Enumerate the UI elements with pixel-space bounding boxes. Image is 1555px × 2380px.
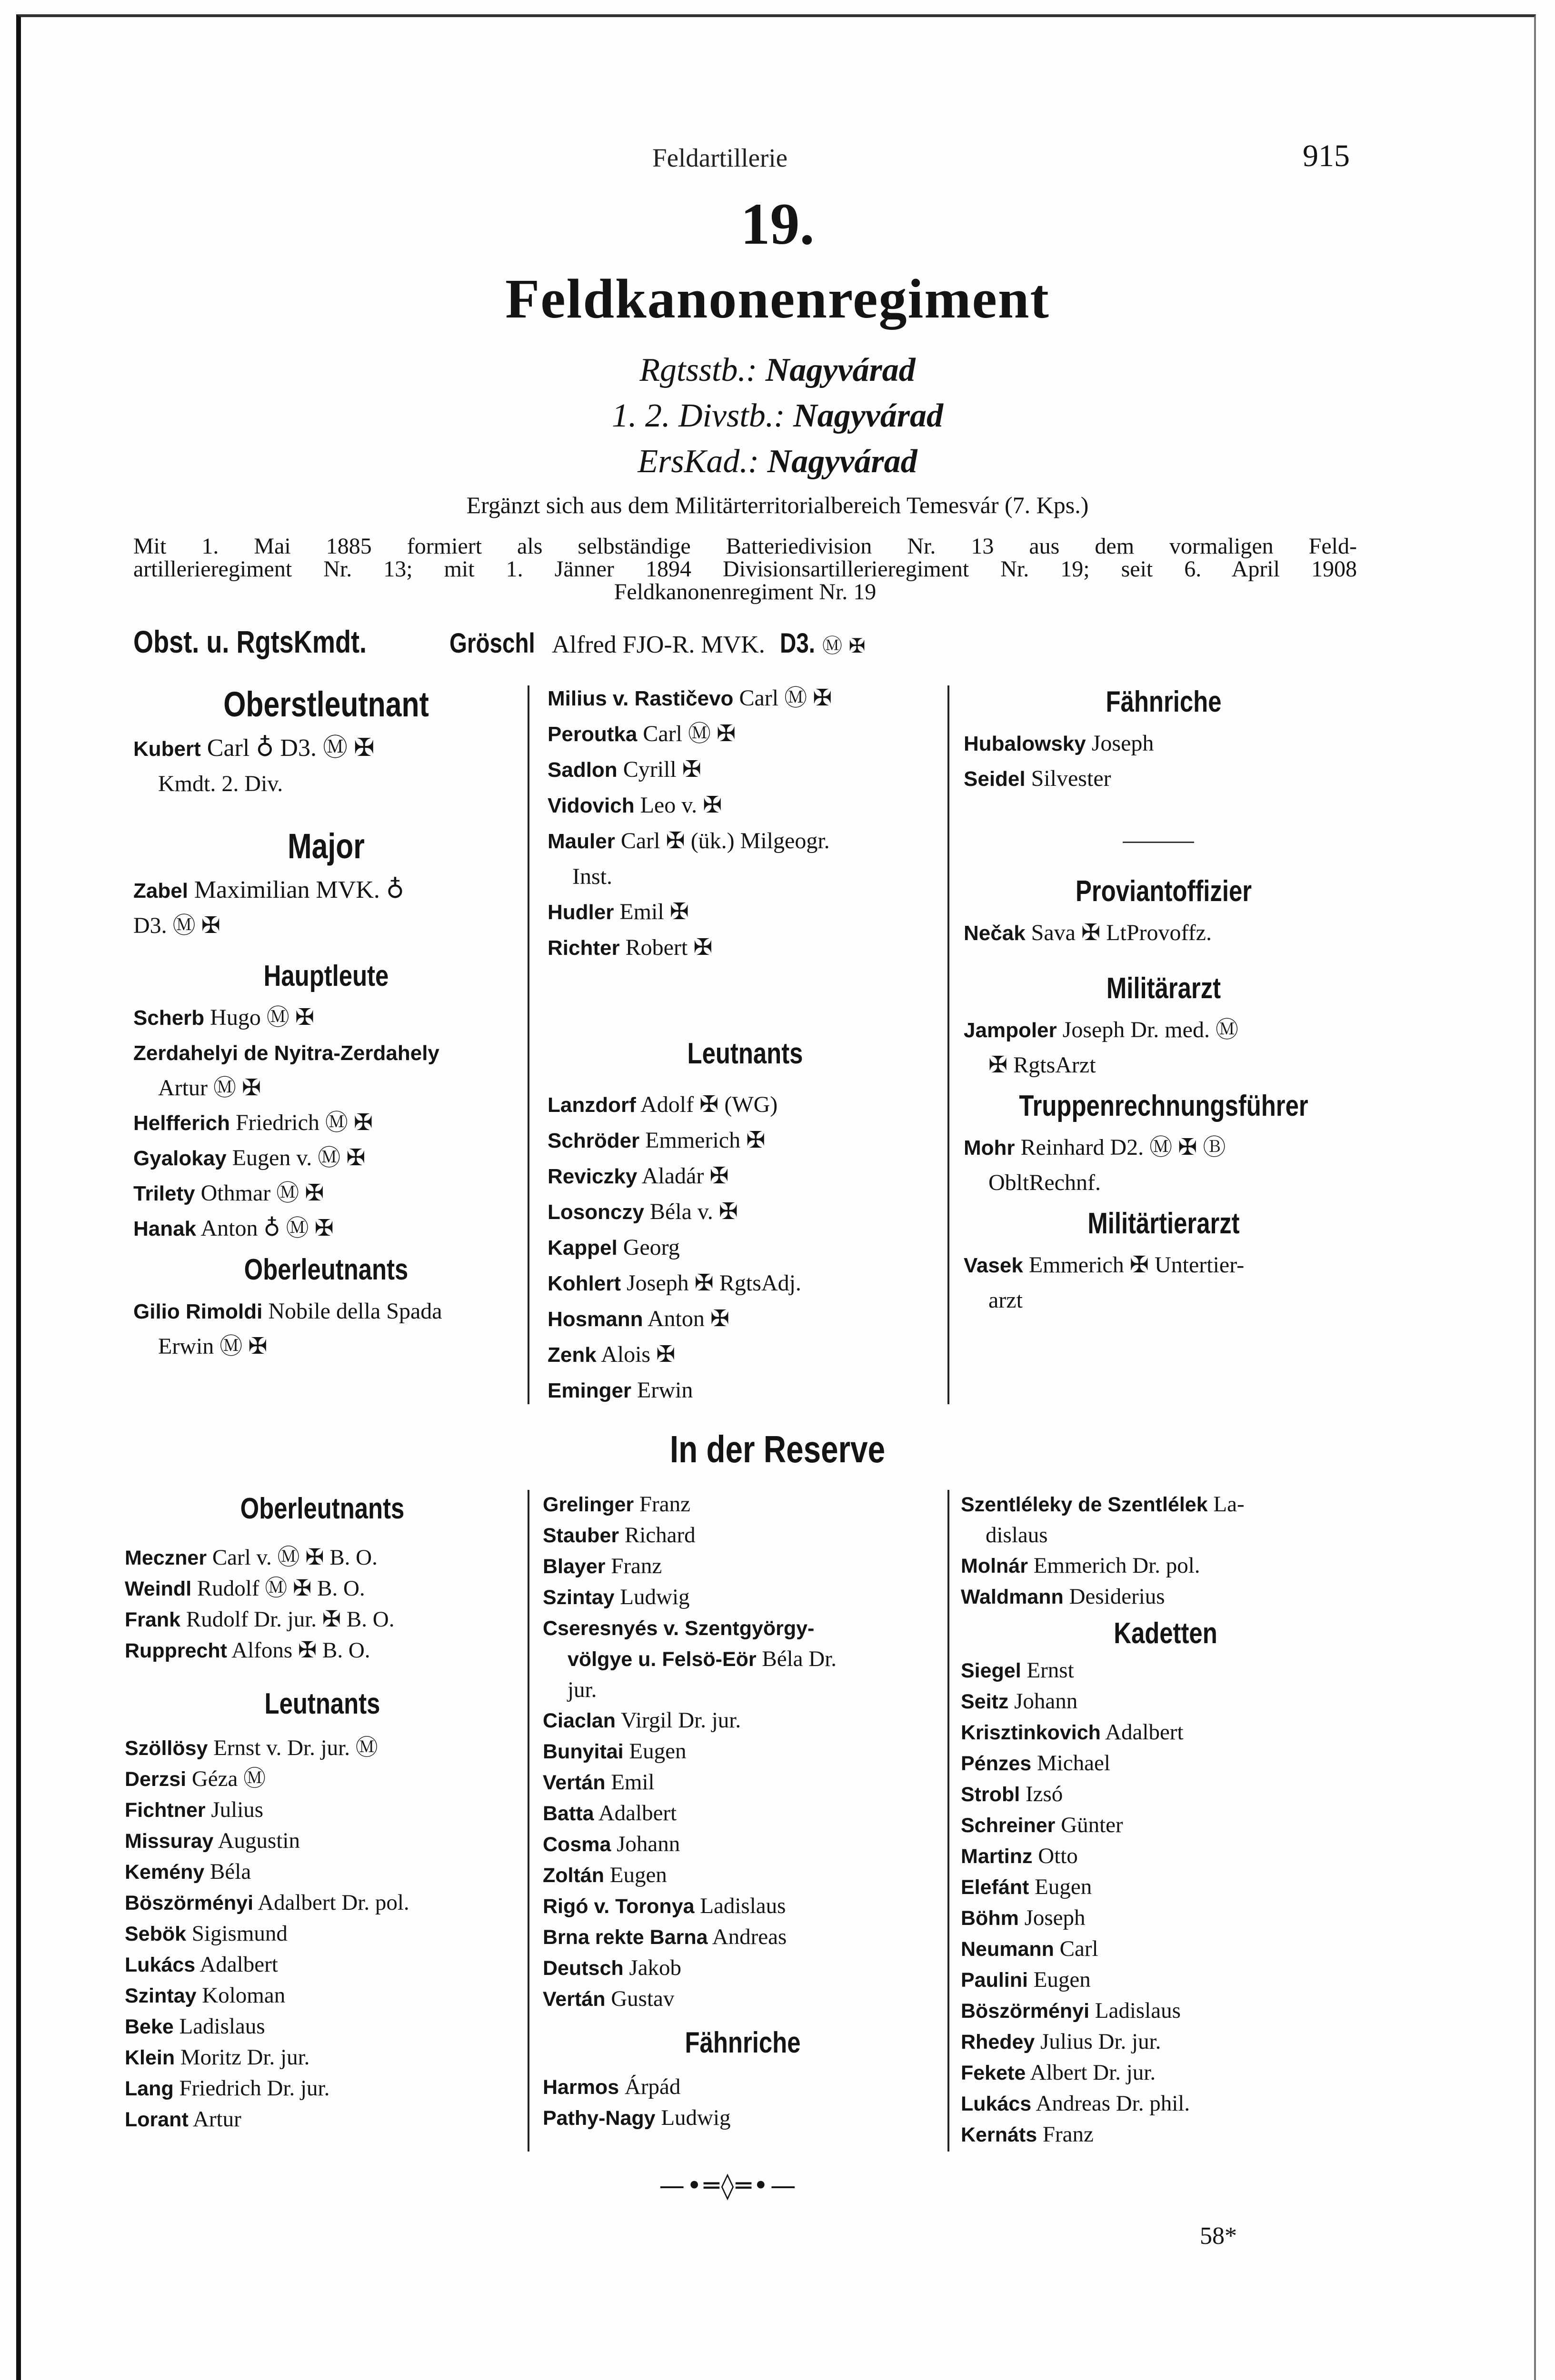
active-column-1: [133, 678, 519, 1364]
list-item: Lang Friedrich Dr. jur.: [125, 2076, 330, 2101]
heading-militartierarzt: Militärtierarzt: [1087, 1207, 1240, 1240]
heading-militararzt: Militärarzt: [1106, 972, 1221, 1005]
list-item: Hanak Anton ♁ Ⓜ ✠: [133, 1216, 334, 1241]
list-item: Böszörményi Adalbert Dr. pol.: [125, 1890, 409, 1915]
commander-rank-mark: D3.: [779, 628, 815, 659]
list-item-cont: ObltRechnf.: [988, 1170, 1101, 1195]
list-item: Deutsch Jakob: [543, 1955, 682, 1980]
list-item-cont: arzt: [988, 1288, 1023, 1313]
list-item: Vasek Emmerich ✠ Untertier-: [964, 1252, 1245, 1278]
list-item: Kubert Carl ♁ D3. Ⓜ ✠: [133, 734, 375, 762]
list-item: Pathy-Nagy Ludwig: [543, 2105, 731, 2130]
heading-oberstleutnant: Oberstleutnant: [223, 684, 429, 724]
list-item: Mauler Carl ✠ (ük.) Milgeogr.: [548, 828, 830, 853]
list-item: Harmos Árpád: [543, 2074, 681, 2099]
list-item: Kernáts Franz: [961, 2122, 1094, 2147]
list-item-cont: dislaus: [986, 1523, 1048, 1547]
list-item: Schreiner Günter: [961, 1813, 1123, 1837]
list-item: Blayer Franz: [543, 1554, 662, 1578]
list-item: Trilety Othmar Ⓜ ✠: [133, 1180, 324, 1206]
staff-line-1: Rgtsstb.: Nagyvárad: [639, 352, 916, 388]
commander-title: Obst. u. RgtsKmdt.: [133, 624, 367, 659]
regiment-number: 19.: [740, 191, 815, 257]
list-item: Helfferich Friedrich Ⓜ ✠: [133, 1110, 373, 1135]
list-item: Kappel Georg: [548, 1235, 680, 1260]
list-item: Stauber Richard: [543, 1523, 696, 1547]
column-divider: [947, 1490, 949, 2152]
heading-major: Major: [288, 826, 365, 866]
list-item-cont: Artur Ⓜ ✠: [158, 1075, 261, 1101]
list-item: Cosma Johann: [543, 1832, 680, 1856]
list-item: Batta Adalbert: [543, 1801, 677, 1825]
list-item: Fichtner Julius: [125, 1797, 264, 1822]
running-title: Feldartillerie: [652, 143, 788, 172]
list-item: Richter Robert ✠: [548, 935, 713, 960]
list-item: Szintay Koloman: [125, 1983, 286, 2008]
regiment-name: Feldkanonenregiment: [505, 268, 1050, 330]
heading-hauptleute: Hauptleute: [263, 960, 389, 992]
list-item: Kemény Béla: [125, 1859, 251, 1884]
list-item: Grelinger Franz: [543, 1492, 690, 1517]
list-item: Scherb Hugo Ⓜ ✠: [133, 1005, 315, 1030]
section-separator: [1123, 842, 1194, 843]
list-item: Martinz Otto: [961, 1844, 1078, 1868]
list-item: Hudler Emil ✠: [548, 899, 689, 924]
commander-details: Alfred FJO-R. MVK.: [551, 631, 765, 658]
heading-truppenrechnungsfuhrer: Truppenrechnungsführer: [1019, 1090, 1308, 1122]
page-number: 915: [1303, 139, 1350, 173]
list-item-cont: ✠ RgtsArzt: [988, 1052, 1096, 1078]
list-item: Klein Moritz Dr. jur.: [125, 2045, 310, 2070]
list-item: Vertán Emil: [543, 1770, 655, 1795]
list-item: Nečak Sava ✠ LtProvoffz.: [964, 920, 1212, 945]
list-item: Lukács Adalbert: [125, 1952, 278, 1977]
list-item: Zenk Alois ✠: [548, 1342, 676, 1367]
list-item: Lukács Andreas Dr. phil.: [961, 2091, 1190, 2116]
list-item: Weindl Rudolf Ⓜ ✠ B. O.: [125, 1576, 365, 1601]
reserve-column-2: [543, 1489, 943, 2133]
list-item: Waldmann Desiderius: [961, 1584, 1165, 1609]
list-item: Frank Rudolf Dr. jur. ✠ B. O.: [125, 1607, 395, 1632]
column-divider: [947, 685, 949, 1404]
supplement-text: Ergänzt sich aus dem Militärterritorialbereich Temesvár (7. Kps.): [466, 492, 1089, 518]
list-item-cont: D3. Ⓜ ✠: [133, 913, 220, 938]
list-item: Ciaclan Virgil Dr. jur.: [543, 1708, 741, 1733]
active-column-2: [548, 681, 943, 1408]
list-item: Vidovich Leo v. ✠: [548, 793, 722, 818]
list-item: Cseresnyés v. Szentgyörgy-: [543, 1617, 815, 1640]
list-item: Zerdahelyi de Nyitra-Zerdahely: [133, 1041, 439, 1065]
list-item: Reviczky Aladár ✠: [548, 1163, 729, 1189]
list-item: Beke Ladislaus: [125, 2014, 265, 2039]
list-item: Pénzes Michael: [961, 1751, 1110, 1775]
list-item: Neumann Carl: [961, 1936, 1098, 1961]
list-item-cont: jur.: [568, 1677, 597, 1702]
reserve-column-3: [961, 1489, 1370, 2150]
list-item: Mohr Reinhard D2. Ⓜ ✠ Ⓑ: [964, 1135, 1226, 1160]
heading-leutnants: Leutnants: [687, 1037, 803, 1070]
staff-line-3: ErsKad.: Nagyvárad: [638, 443, 917, 480]
list-item: Szöllösy Ernst v. Dr. jur. Ⓜ: [125, 1735, 378, 1760]
history-line: Mit 1. Mai 1885 formiert als selbständige Batteriedivision Nr. 13 aus dem vormaligen Feld-: [133, 534, 1357, 559]
list-item: Sadlon Cyrill ✠: [548, 757, 701, 782]
list-item: Lanzdorf Adolf ✠ (WG): [548, 1092, 778, 1117]
list-item: Böhm Joseph: [961, 1905, 1086, 1930]
heading-fahnriche: Fähnriche: [1106, 685, 1222, 718]
list-item: Szentléleky de Szentlélek La-: [961, 1492, 1245, 1517]
list-item: Gilio Rimoldi Nobile della Spada: [133, 1299, 442, 1324]
signature-mark: 58*: [1200, 2222, 1237, 2250]
list-item: Szintay Ludwig: [543, 1585, 690, 1609]
list-item: Zabel Maximilian MVK. ♁: [133, 876, 404, 903]
list-item: Bunyitai Eugen: [543, 1739, 687, 1764]
list-item: Hubalowsky Joseph: [964, 731, 1154, 756]
list-item-cont: völgye u. Felsö-Eör Béla Dr.: [568, 1646, 837, 1671]
list-item: Losonczy Béla v. ✠: [548, 1199, 738, 1224]
list-item: Rhedey Julius Dr. jur.: [961, 2029, 1161, 2054]
history-line: Feldkanonenregiment Nr. 19: [614, 579, 877, 605]
active-column-3: [964, 678, 1364, 1318]
list-item: Gyalokay Eugen v. Ⓜ ✠: [133, 1145, 366, 1170]
list-item: Siegel Ernst: [961, 1658, 1074, 1683]
column-divider: [528, 685, 529, 1404]
list-item: Hosmann Anton ✠: [548, 1306, 730, 1331]
reserve-heading: In der Reserve: [669, 1428, 886, 1470]
list-item: Schröder Emmerich ✠: [548, 1128, 766, 1153]
list-item-note: Kmdt. 2. Div.: [158, 771, 283, 796]
list-item: Sebök Sigismund: [125, 1921, 288, 1946]
heading-leutnants: Leutnants: [264, 1687, 380, 1720]
list-item: Rupprecht Alfons ✠ B. O.: [125, 1638, 370, 1663]
list-item: Peroutka Carl Ⓜ ✠: [548, 721, 736, 746]
list-item: Vertán Gustav: [543, 1986, 675, 2011]
list-item: Derzsi Géza Ⓜ: [125, 1766, 266, 1791]
history-line: artillerieregiment Nr. 13; mit 1. Jänner 1894 Divisionsartillerieregiment Nr. 19; seit 6. April 1908: [133, 556, 1357, 582]
list-item: Seitz Johann: [961, 1689, 1078, 1714]
commander-surname: Gröschl: [449, 628, 535, 659]
list-item: Böszörményi Ladislaus: [961, 1998, 1181, 2023]
ornament-divider: —•═◊═•—: [659, 2171, 798, 2201]
commander-line: [133, 624, 866, 660]
reserve-column-1: [125, 1485, 520, 2135]
heading-oberleutnants: Oberleutnants: [240, 1492, 405, 1525]
list-item-cont: Erwin Ⓜ ✠: [158, 1334, 268, 1359]
list-item: Lorant Artur: [125, 2107, 241, 2132]
heading-kadetten: Kadetten: [1114, 1617, 1217, 1650]
history-text: [133, 535, 1357, 604]
heading-fahnriche: Fähnriche: [685, 2026, 801, 2059]
commander-symbols: Ⓜ ✠: [822, 634, 866, 657]
list-item: Strobl Izsó: [961, 1782, 1063, 1806]
list-item: Jampoler Joseph Dr. med. Ⓜ: [964, 1017, 1238, 1042]
list-item: Fekete Albert Dr. jur.: [961, 2060, 1156, 2085]
heading-proviantoffizier: Proviantoffizier: [1075, 875, 1252, 908]
heading-oberleutnants: Oberleutnants: [244, 1253, 409, 1286]
list-item: Eminger Erwin: [548, 1378, 693, 1403]
list-item: Kohlert Joseph ✠ RgtsAdj.: [548, 1270, 801, 1296]
list-item: Krisztinkovich Adalbert: [961, 1720, 1184, 1745]
column-divider: [528, 1490, 529, 2152]
list-item: Missuray Augustin: [125, 1828, 300, 1853]
list-item: Rigó v. Toronya Ladislaus: [543, 1894, 786, 1918]
list-item: Paulini Eugen: [961, 1967, 1091, 1992]
list-item: Brna rekte Barna Andreas: [543, 1924, 787, 1949]
list-item: Molnár Emmerich Dr. pol.: [961, 1553, 1200, 1578]
list-item: Meczner Carl v. Ⓜ ✠ B. O.: [125, 1545, 378, 1570]
list-item: Seidel Silvester: [964, 766, 1111, 791]
list-item: Zoltán Eugen: [543, 1863, 667, 1887]
list-item: Milius v. Rastičevo Carl Ⓜ ✠: [548, 685, 832, 711]
staff-line-2: 1. 2. Divstb.: Nagyvárad: [611, 397, 943, 434]
list-item-cont: Inst.: [572, 864, 612, 889]
staff-block: [0, 347, 1555, 485]
list-item: Elefánt Eugen: [961, 1874, 1092, 1899]
